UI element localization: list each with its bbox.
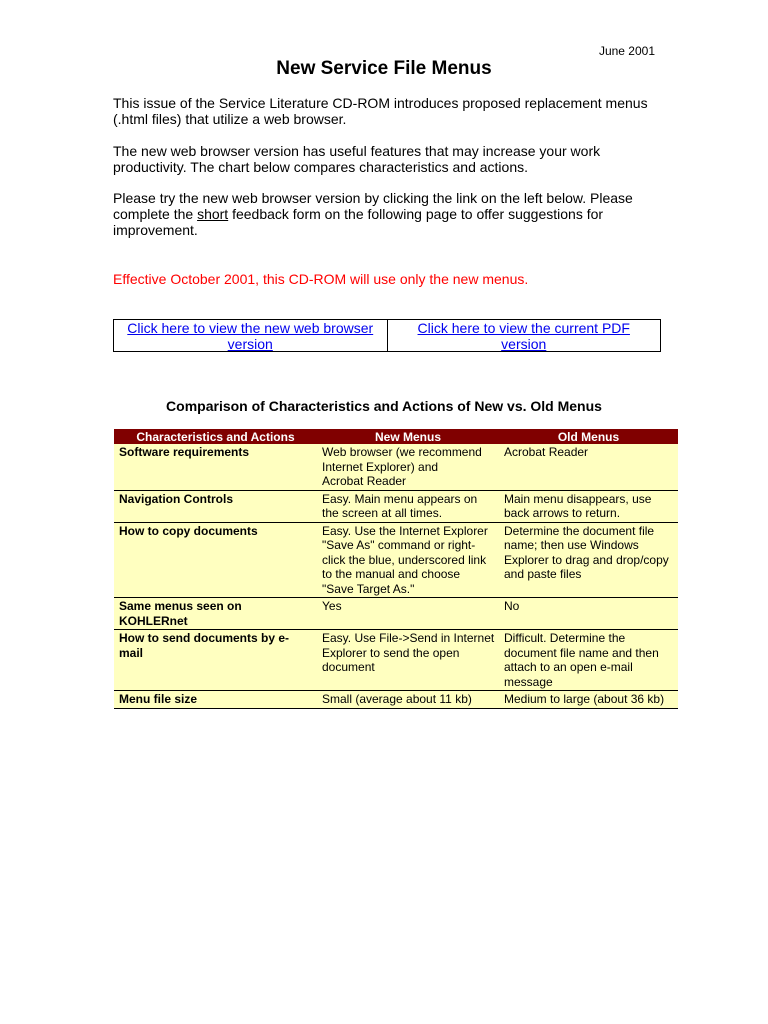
- row-characteristic: How to send documents by e-mail: [114, 630, 317, 691]
- new-web-browser-version-link[interactable]: Click here to view the new web browser version: [127, 319, 374, 352]
- comparison-header-row: [114, 429, 678, 444]
- row-characteristic: How to copy documents: [114, 522, 317, 598]
- row-new-menus: Easy. Use the Internet Explorer "Save As" command or right-click the blue, underscored link to the manual and choose "Save Target As.": [317, 522, 499, 598]
- document-date: June 2001: [598, 44, 655, 58]
- row-characteristic: Same menus seen on KOHLERnet: [114, 598, 317, 630]
- pdf-version-cell: [387, 320, 661, 351]
- productivity-paragraph: The new web browser version has useful features that may increase your work productivity. The chart below compares characteristics and actions.: [113, 143, 601, 175]
- feedback-paragraph: [113, 190, 673, 238]
- row-old-menus: Main menu disappears, use back arrows to return.: [499, 490, 678, 522]
- row-old-menus: No: [499, 598, 678, 630]
- row-new-menus: Easy. Main menu appears on the screen at all times.: [317, 490, 499, 522]
- table-row: [114, 490, 678, 522]
- table-row: [114, 444, 678, 490]
- row-characteristic: Software requirements: [114, 444, 317, 490]
- table-row: [114, 598, 678, 630]
- row-old-menus: Difficult. Determine the document file name and then attach to an open e-mail message: [499, 630, 678, 691]
- table-row: [114, 522, 678, 598]
- page-title: New Service File Menus: [276, 58, 492, 79]
- comparison-title: Comparison of Characteristics and Actions of New vs. Old Menus: [166, 398, 602, 414]
- short-underlined-word: short: [197, 206, 229, 222]
- row-new-menus: Yes: [317, 598, 499, 630]
- row-new-menus: Small (average about 11 kb): [317, 691, 499, 709]
- row-old-menus: Medium to large (about 36 kb): [499, 691, 678, 709]
- row-characteristic: Menu file size: [114, 691, 317, 709]
- row-characteristic: Navigation Controls: [114, 490, 317, 522]
- intro-paragraph: This issue of the Service Literature CD-ROM introduces proposed replacement menus (.html files) that utilize a web browser.: [113, 95, 648, 127]
- new-version-cell: [114, 320, 387, 351]
- version-links-box: [113, 319, 661, 352]
- table-row: [114, 691, 678, 709]
- row-new-menus: Web browser (we recommend Internet Explorer) and Acrobat Reader: [317, 444, 499, 490]
- row-old-menus: Determine the document file name; then use Windows Explorer to drag and drop/copy and paste files: [499, 522, 678, 598]
- feedback-text-start: Please try the new web browser version by clicking the link on the left below. Please complete the: [113, 190, 633, 222]
- header-characteristics: Characteristics and Actions: [114, 429, 317, 444]
- row-old-menus: Acrobat Reader: [499, 444, 678, 490]
- header-old-menus: Old Menus: [499, 429, 678, 444]
- feedback-text-end: feedback form on the following page to offer suggestions for improvement.: [113, 206, 604, 238]
- effective-date-notice: Effective October 2001, this CD-ROM will use only the new menus.: [113, 271, 529, 287]
- row-new-menus: Easy. Use File->Send in Internet Explorer to send the open document: [317, 630, 499, 691]
- header-new-menus: New Menus: [317, 429, 499, 444]
- table-row: [114, 630, 678, 691]
- comparison-table: [114, 429, 678, 709]
- current-pdf-version-link[interactable]: Click here to view the current PDF version: [417, 319, 630, 352]
